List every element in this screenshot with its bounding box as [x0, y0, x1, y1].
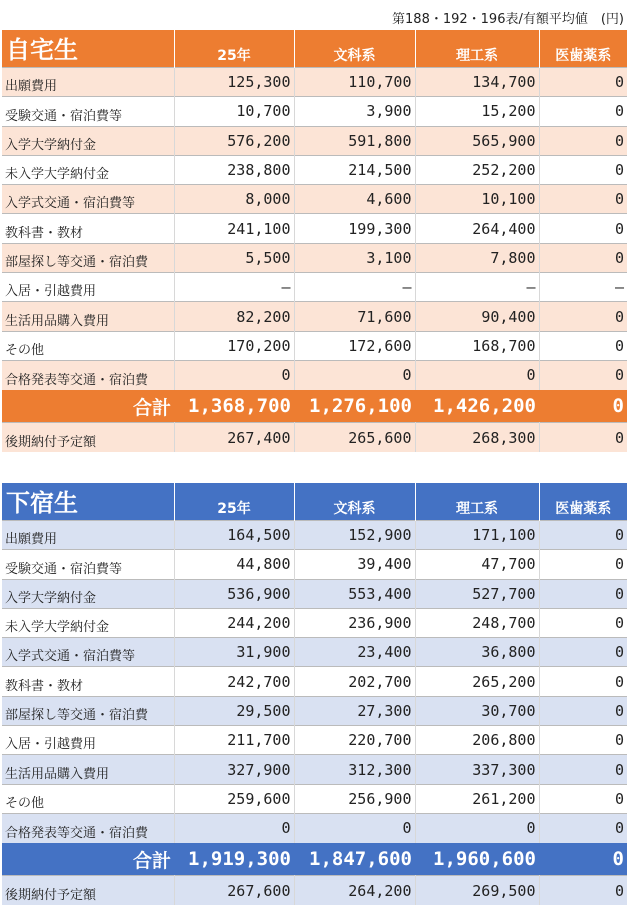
table-row: [2, 126, 627, 155]
cell-value: 553,400: [294, 579, 415, 608]
section-header-row: [2, 30, 627, 68]
cell-value: 264,400: [415, 214, 539, 243]
cell-value: 0: [539, 185, 627, 214]
table-row: [2, 784, 627, 813]
cell-value: 5,500: [174, 243, 294, 272]
row-label: 生活用品購入費用: [2, 302, 174, 331]
cell-value: 152,900: [294, 521, 415, 550]
cell-value: 0: [539, 423, 627, 452]
table-row: [2, 667, 627, 696]
cell-value: 8,000: [174, 185, 294, 214]
table-row: [2, 68, 627, 97]
table-row: [2, 273, 627, 302]
cell-value: 268,300: [415, 423, 539, 452]
row-label: 入居・引越費用: [2, 273, 174, 302]
section-title: 自宅生: [2, 30, 174, 68]
table-row: [2, 521, 627, 550]
cell-value: 252,200: [415, 155, 539, 184]
cell-value: 0: [539, 302, 627, 331]
row-label: 教科書・教材: [2, 667, 174, 696]
total-row: [2, 843, 627, 876]
cell-value: 168,700: [415, 331, 539, 360]
cell-value: 4,600: [294, 185, 415, 214]
column-header: 文科系: [294, 30, 415, 68]
cell-value: 241,100: [174, 214, 294, 243]
cell-value: 0: [539, 813, 627, 842]
cell-value: 527,700: [415, 579, 539, 608]
column-header: 文科系: [294, 483, 415, 521]
cell-value: 39,400: [294, 550, 415, 579]
cell-value: 47,700: [415, 550, 539, 579]
cell-value: 202,700: [294, 667, 415, 696]
cell-value: 0: [612, 395, 624, 418]
column-header: 理工系: [415, 30, 539, 68]
section-header-row: [2, 483, 627, 521]
cell-value: 0: [539, 667, 627, 696]
cell-value: 265,600: [294, 423, 415, 452]
cell-value: 29,500: [174, 696, 294, 725]
row-label: その他: [2, 331, 174, 360]
boarding-student-table: [2, 483, 627, 905]
row-label: その他: [2, 784, 174, 813]
cell-value: 0: [539, 876, 627, 905]
cell-value: 199,300: [294, 214, 415, 243]
table-row: [2, 550, 627, 579]
cell-value: 576,200: [174, 126, 294, 155]
cell-value: 269,500: [415, 876, 539, 905]
table-row: [2, 579, 627, 608]
cell-value: 0: [539, 97, 627, 126]
cell-value: 0: [174, 813, 294, 842]
cell-value: 0: [539, 784, 627, 813]
section-title: 下宿生: [2, 483, 174, 521]
table-row: [2, 755, 627, 784]
column-header: 理工系: [415, 483, 539, 521]
cell-value: 90,400: [415, 302, 539, 331]
row-label: 合格発表等交通・宿泊費: [2, 360, 174, 389]
cell-value: 1,426,200: [433, 395, 536, 418]
row-label: 生活用品購入費用: [2, 755, 174, 784]
row-label: 入居・引越費用: [2, 726, 174, 755]
row-label: 入学式交通・宿泊費等: [2, 638, 174, 667]
cell-value: 172,600: [294, 331, 415, 360]
cell-value: 267,400: [174, 423, 294, 452]
cell-value: 0: [539, 726, 627, 755]
cell-value: 256,900: [294, 784, 415, 813]
row-label: 出願費用: [2, 521, 174, 550]
row-label: 未入学大学納付金: [2, 608, 174, 637]
row-label: 入学大学納付金: [2, 579, 174, 608]
table-row: [2, 214, 627, 243]
cell-value: 0: [539, 608, 627, 637]
row-label: 後期納付予定額: [2, 876, 174, 905]
cell-value: 1,847,600: [309, 848, 412, 871]
table-row: [2, 696, 627, 725]
cell-value: 10,700: [174, 97, 294, 126]
cell-value: 7,800: [415, 243, 539, 272]
table-row: [2, 638, 627, 667]
cell-value: 3,900: [294, 97, 415, 126]
home-student-table: [2, 30, 627, 452]
cell-value: 0: [539, 243, 627, 272]
cell-value: 264,200: [294, 876, 415, 905]
deferred-payment-row: [2, 876, 627, 905]
cell-value: 0: [539, 360, 627, 389]
cell-value: 1,919,300: [188, 848, 291, 871]
cell-value: 220,700: [294, 726, 415, 755]
table-row: [2, 608, 627, 637]
cell-value: 170,200: [174, 331, 294, 360]
cell-value: 0: [539, 214, 627, 243]
column-header: 25年: [174, 30, 294, 68]
row-label: 合計: [132, 396, 171, 419]
row-label: 合計: [132, 849, 171, 872]
cell-value: 15,200: [415, 97, 539, 126]
cell-value: 0: [539, 155, 627, 184]
cell-value: 0: [539, 550, 627, 579]
cell-value: —: [539, 273, 627, 302]
cell-value: 3,100: [294, 243, 415, 272]
row-label: 入学式交通・宿泊費等: [2, 185, 174, 214]
cell-value: 536,900: [174, 579, 294, 608]
cell-value: 27,300: [294, 696, 415, 725]
cell-value: 171,100: [415, 521, 539, 550]
cell-value: 0: [539, 126, 627, 155]
table-row: [2, 726, 627, 755]
row-label: 受験交通・宿泊費等: [2, 97, 174, 126]
cell-value: 10,100: [415, 185, 539, 214]
column-header: 25年: [174, 483, 294, 521]
cell-value: 1,960,600: [433, 848, 536, 871]
row-label: 部屋探し等交通・宿泊費: [2, 696, 174, 725]
cell-value: 238,800: [174, 155, 294, 184]
cell-value: 0: [539, 638, 627, 667]
cell-value: 164,500: [174, 521, 294, 550]
cell-value: 110,700: [294, 68, 415, 97]
row-label: 教科書・教材: [2, 214, 174, 243]
cell-value: 0: [415, 813, 539, 842]
cell-value: 242,700: [174, 667, 294, 696]
cell-value: 591,800: [294, 126, 415, 155]
cell-value: 36,800: [415, 638, 539, 667]
table-row: [2, 813, 627, 842]
cell-value: 267,600: [174, 876, 294, 905]
cell-value: —: [415, 273, 539, 302]
cell-value: 0: [539, 68, 627, 97]
cell-value: 265,200: [415, 667, 539, 696]
row-label: 入学大学納付金: [2, 126, 174, 155]
cell-value: —: [294, 273, 415, 302]
table-source-note: 第188・192・196表/有額平均値 (円): [392, 12, 624, 27]
cell-value: 0: [174, 360, 294, 389]
cell-value: 565,900: [415, 126, 539, 155]
cell-value: 327,900: [174, 755, 294, 784]
cell-value: 0: [294, 360, 415, 389]
deferred-payment-row: [2, 423, 627, 452]
cell-value: 125,300: [174, 68, 294, 97]
column-header: 医歯薬系: [555, 501, 612, 517]
cell-value: 1,368,700: [188, 395, 291, 418]
total-row: [2, 390, 627, 423]
cell-value: 236,900: [294, 608, 415, 637]
cell-value: 71,600: [294, 302, 415, 331]
cell-value: 30,700: [415, 696, 539, 725]
cell-value: 134,700: [415, 68, 539, 97]
row-label: 部屋探し等交通・宿泊費: [2, 243, 174, 272]
table-row: [2, 155, 627, 184]
column-header: 医歯薬系: [555, 48, 612, 64]
table-row: [2, 302, 627, 331]
cell-value: 206,800: [415, 726, 539, 755]
table-row: [2, 185, 627, 214]
table-row: [2, 331, 627, 360]
cell-value: 261,200: [415, 784, 539, 813]
cell-value: 23,400: [294, 638, 415, 667]
cell-value: 259,600: [174, 784, 294, 813]
cell-value: 244,200: [174, 608, 294, 637]
cell-value: 0: [539, 521, 627, 550]
cell-value: 214,500: [294, 155, 415, 184]
cell-value: 211,700: [174, 726, 294, 755]
cell-value: 0: [612, 848, 624, 871]
cell-value: 337,300: [415, 755, 539, 784]
table-row: [2, 243, 627, 272]
cell-value: 31,900: [174, 638, 294, 667]
cell-value: 82,200: [174, 302, 294, 331]
cell-value: 0: [539, 755, 627, 784]
row-label: 受験交通・宿泊費等: [2, 550, 174, 579]
cell-value: 1,276,100: [309, 395, 412, 418]
row-label: 後期納付予定額: [2, 423, 174, 452]
cell-value: 0: [539, 331, 627, 360]
cell-value: 0: [415, 360, 539, 389]
row-label: 出願費用: [2, 68, 174, 97]
cell-value: 0: [294, 813, 415, 842]
row-label: 未入学大学納付金: [2, 155, 174, 184]
table-row: [2, 97, 627, 126]
cell-value: 248,700: [415, 608, 539, 637]
cell-value: 0: [539, 579, 627, 608]
cell-value: 312,300: [294, 755, 415, 784]
cell-value: 44,800: [174, 550, 294, 579]
cell-value: —: [174, 273, 294, 302]
cell-value: 0: [539, 696, 627, 725]
table-row: [2, 360, 627, 389]
row-label: 合格発表等交通・宿泊費: [2, 813, 174, 842]
